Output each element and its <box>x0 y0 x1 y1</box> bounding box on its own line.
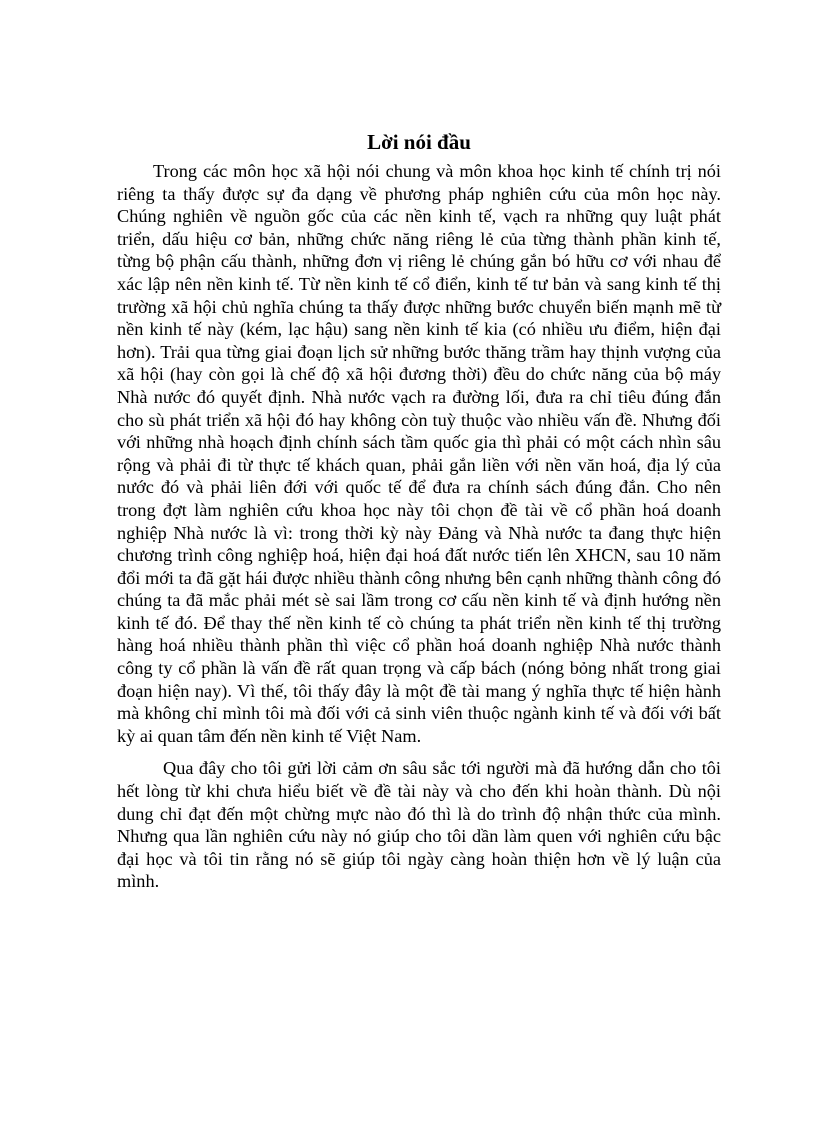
body-paragraph-intro: Trong các môn học xã hội nói chung và môn khoa học kinh tế chính trị nói riêng ta thấy được sự đa dạng về phương pháp nghiên cứu của môn học này. Chúng nghiên về nguồn gốc của các nền kinh tế, vạch ra những quy luật phát triển, dấu hiệu cơ bản, những chức năng riêng lẻ của từng thành phần kinh tế, từng bộ phận cấu thành, những đơn vị riêng lẻ chúng gắn bó hữu cơ với nhau để xác lập nên nền kinh tế. Từ nền kinh tế cổ điển, kinh tế tư bản và sang kinh tế thị trường xã hội chủ nghĩa chúng ta thấy được những bước chuyển biến mạnh mẽ từ nền kinh tế này (kém, lạc hậu) sang nền kinh tế kia (có nhiều ưu điểm, hiện đại hơn). Trải qua từng giai đoạn lịch sử những bước thăng trầm hay thịnh vượng của xã hội (hay còn gọi là chế độ xã hội đương thời) đều do chức năng của bộ máy Nhà nước đó quyết định. Nhà nước vạch ra đường lối, đưa ra chỉ tiêu đúng đắn cho sù phát triển xã hội đó hay không còn tuỳ thuộc vào nhiều vấn đề. Nhưng đối với những nhà hoạch định chính sách tầm quốc gia thì phải có một cách nhìn sâu rộng và phải đi từ thực tế khách quan, phải gắn liền với nền văn hoá, địa lý của nước đó và phải liên đới với quốc tế để đưa ra chính sách đúng đắn. Cho nên trong đợt làm nghiên cứu khoa học này tôi chọn đề tài về cổ phần hoá doanh nghiệp Nhà nước là vì: trong thời kỳ này Đảng và Nhà nước ta đang thực hiện chương trình công nghiệp hoá, hiện đại hoá đất nước tiến lên XHCN, sau 10 năm đổi mới ta đã gặt hái được nhiều thành công nhưng bên cạnh những thành công đó chúng ta đã mắc phải mét sè sai lầm trong cơ cấu nền kinh tế và định hướng nền kinh tế đó. Để thay thế nền kinh tế cò chúng ta phát triển nền kinh tế thị trường hàng hoá nhiều thành phần thì việc cổ phần hoá doanh nghiệp Nhà nước thành công ty cổ phần là vấn đề rất quan trọng và cấp bách (nóng bỏng nhất trong giai đoạn hiện nay). Vì thế, tôi thấy đây là một đề tài mang ý nghĩa thực tế hiện hành mà không chỉ mình tôi mà đối với cả sinh viên thuộc ngành kinh tế và đối với bất kỳ ai quan tâm đến nền kinh tế Việt Nam. <box>117 161 721 746</box>
body-paragraph-acknowledgement: Qua đây cho tôi gửi lời cảm ơn sâu sắc tới người mà đã hướng dẫn cho tôi hết lòng từ khi chưa hiểu biết về đề tài này và cho đến khi hoàn thành. Dù nội dung chỉ đạt đến một chừng mực nào đó thì là do trình độ nhận thức của mình. Nhưng qua lần nghiên cứu này nó giúp cho tôi dần làm quen với nghiên cứu bậc đại học và tôi tin rằng nó sẽ giúp tôi ngày càng hoàn thiện hơn về lý luận của mình. <box>117 758 721 892</box>
page-title: Lời nói đầu <box>367 130 471 154</box>
document-page <box>117 128 721 893</box>
